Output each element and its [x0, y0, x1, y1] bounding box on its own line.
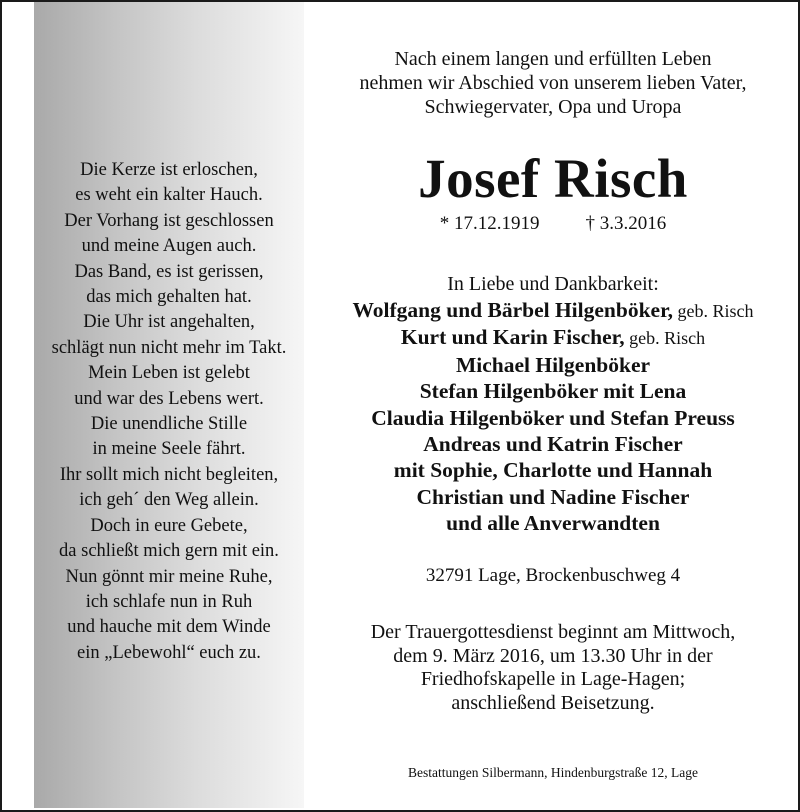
family-line: [318, 431, 788, 457]
poem-line: Ihr sollt mich nicht begleiten,: [59, 464, 279, 485]
poem-line: ein „Lebewohl“ euch zu.: [77, 642, 261, 663]
poem-line: und meine Augen auch.: [81, 236, 257, 257]
poem-line: ich geh´ den Weg allein.: [79, 490, 259, 511]
birth-date: * 17.12.1919: [439, 213, 540, 234]
poem-line: Die Uhr ist angehalten,: [83, 312, 255, 333]
poem-line: schlägt nun nicht mehr im Takt.: [51, 337, 287, 358]
dedication: In Liebe und Dankbarkeit:: [447, 273, 659, 295]
poem-line: Mein Leben ist gelebt: [88, 363, 250, 384]
poem-line: da schließt mich gern mit ein.: [59, 541, 279, 562]
family-line: [318, 457, 788, 483]
family-name: Christian und Nadine Fischer: [416, 484, 690, 509]
service-info: [318, 621, 788, 715]
funeral-home: Bestattungen Silbermann, Hindenburgstraße 12, Lage: [408, 765, 698, 780]
poem-line: ich schlafe nun in Ruh: [85, 591, 253, 612]
poem-line: und war des Lebens wert.: [74, 388, 264, 409]
intro-line: Schwiegervater, Opa und Uropa: [424, 96, 682, 118]
family-name: Michael Hilgenböker: [455, 352, 651, 377]
family-line: [318, 378, 788, 404]
poem-line: Der Vorhang ist geschlossen: [64, 210, 274, 231]
family-line: [318, 510, 788, 536]
intro-line: nehmen wir Abschied von unserem lieben Vater,: [359, 72, 747, 94]
service-line: Friedhofskapelle in Lage-Hagen;: [420, 668, 686, 690]
poem-line: Die Kerze ist erloschen,: [80, 160, 258, 180]
intro-line: Nach einem langen und erfüllten Leben: [394, 48, 712, 70]
poem-line: das mich gehalten hat.: [86, 287, 252, 308]
maiden-name: geb. Risch: [624, 328, 706, 349]
poem-line: Das Band, es ist gerissen,: [74, 261, 264, 282]
poem: [34, 158, 304, 666]
poem-line: und hauche mit dem Winde: [67, 617, 271, 638]
address: 32791 Lage, Brockenbuschweg 4: [425, 565, 681, 586]
service-line: anschließend Beisetzung.: [451, 691, 655, 714]
family-name: Kurt und Karin Fischer,: [400, 325, 625, 350]
family-line: [318, 484, 788, 510]
family-line: [318, 405, 788, 431]
family-name: Claudia Hilgenböker und Stefan Preuss: [371, 405, 735, 430]
family-name: Wolfgang und Bärbel Hilgenböker,: [352, 298, 674, 322]
family-line: [318, 324, 788, 351]
service-line: dem 9. März 2016, um 13.30 Uhr in der: [393, 644, 713, 667]
family-name: Stefan Hilgenböker mit Lena: [419, 379, 687, 404]
poem-line: Die unendliche Stille: [90, 414, 248, 435]
service-line: Der Trauergottesdienst beginnt am Mittwoch,: [370, 621, 736, 643]
poem-line: Nun gönnt mir meine Ruhe,: [65, 566, 273, 587]
life-dates: [318, 212, 788, 236]
family-name: Andreas und Katrin Fischer: [423, 432, 683, 457]
deceased-name: Josef Risch: [418, 148, 688, 209]
family-list: [318, 297, 788, 537]
family-line: [318, 352, 788, 378]
poem-line: es weht ein kalter Hauch.: [75, 185, 263, 206]
poem-line: Doch in eure Gebete,: [90, 515, 248, 536]
poem-line: in meine Seele fährt.: [92, 439, 246, 460]
family-name: mit Sophie, Charlotte und Hannah: [393, 458, 713, 483]
death-date: † 3.3.2016: [585, 213, 667, 234]
maiden-name: geb. Risch: [673, 301, 754, 321]
intro-text: [318, 47, 788, 119]
family-name: und alle Anverwandten: [446, 511, 660, 536]
family-line: [318, 297, 788, 324]
